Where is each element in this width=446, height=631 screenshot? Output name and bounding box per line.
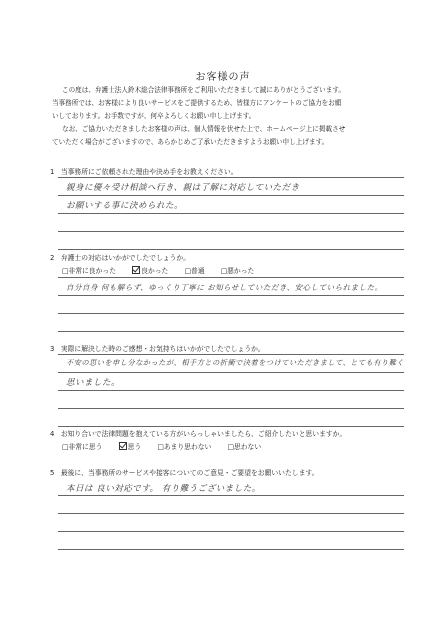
options-4 (62, 441, 275, 451)
intro-line-5: ていただく場合がございますので、あらかじめご了承いただきますようお願い申し上げます。 (52, 138, 329, 146)
intro-line-3: いしております。お手数ですが、何卒よろしくお願い申し上げます。 (52, 112, 256, 120)
option-strongly-think[interactable]: □非常に思う (62, 443, 103, 451)
question-number: 1 (50, 168, 55, 176)
question-text: 当事務所にご依頼された理由や決め手をお教えください。 (60, 168, 238, 176)
question-number: 4 (50, 430, 55, 438)
options-2 (62, 265, 268, 275)
handwritten-answer: 自分自身 何も解らず、ゆっくり丁寧に お知らせしていただき、安心していられました。 (66, 283, 383, 292)
handwritten-answer: 親身に優々受け相談へ行き、親は了解に対応していただき (66, 183, 300, 193)
intro-line-4: なお、ご協力いただきましたお客様の声は、個人情報を伏せた上で、ホームページ上に掲載させ (62, 125, 346, 133)
handwritten-answer: 不安の思いを申し分なかったが、相手方との折衝で決着をつけていただきまして、とても有り難く (66, 358, 405, 367)
handwritten-answer: 本日は 良い対応です。 有り難うございました。 (66, 484, 261, 494)
question-number: 2 (50, 254, 55, 262)
intro-line-2: 当事務所では、お客様により良いサービスをご提供するため、皆様方にアンケートのご協力をお願 (52, 99, 342, 107)
option-good[interactable] (132, 265, 168, 275)
option-think-label: 思う (127, 443, 142, 451)
option-bad[interactable]: □悪かった (220, 267, 255, 275)
question-3 (50, 343, 265, 353)
option-not-much[interactable]: □あまり思わない (157, 443, 212, 451)
checked-box-icon (132, 266, 140, 274)
question-number: 3 (50, 345, 55, 353)
option-normal[interactable]: □普通 (184, 267, 205, 275)
question-2 (50, 252, 190, 262)
handwritten-answer: お願いする事に決められた。 (66, 201, 184, 211)
option-think[interactable] (119, 441, 142, 451)
question-text: 弁護士の対応はいかがでしたでしょうか。 (60, 254, 190, 262)
intro-line-1: この度は、弁護士法人鈴木総合法律事務所をご利用いただきまして誠にありがとうございます。 (62, 86, 346, 94)
option-do-not-think[interactable]: □思わない (227, 443, 262, 451)
question-text: 実際に解決した時のご感想・お気持ちはいかがでしたでしょうか。 (60, 345, 265, 353)
question-4 (50, 428, 346, 438)
page-title: お客様の声 (195, 72, 251, 83)
question-text: 最後に、当事務所のサービスや接客についてのご意見・ご要望をお願いいたします。 (60, 469, 319, 477)
checked-box-icon (119, 442, 127, 450)
option-good-label: 良かった (141, 267, 169, 275)
question-5 (50, 467, 318, 477)
question-number: 5 (50, 469, 55, 477)
question-1 (50, 166, 238, 176)
question-text: お知り合いで法律問題を抱えている方がいらっしゃいましたら、ご紹介したいと思いますか。 (60, 430, 347, 438)
option-very-good[interactable]: □非常に良かった (62, 267, 116, 275)
handwritten-answer: 思いました。 (66, 378, 121, 388)
